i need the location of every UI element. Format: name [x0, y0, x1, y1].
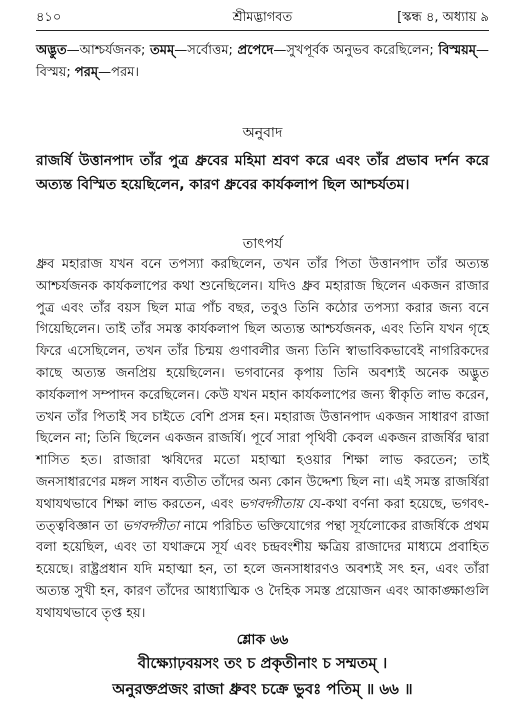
synonym-word: অদ্ভুত — [36, 43, 67, 58]
translation-heading: অনুবাদ — [242, 125, 283, 141]
synonym-meaning: —বিস্ময়; — [36, 43, 490, 80]
synonym-word: তমম্ — [150, 43, 175, 58]
verse-line-2: অনুরক্তপ্রজং রাজা ধ্রুবং চক্রে ভুবঃ পতিম্ ॥ ৬৬ ॥ — [112, 680, 413, 698]
section-reference: [স্কন্ধ ৪, অধ্যায় ৯ — [397, 10, 489, 25]
synonym-meaning: —পরম। — [98, 65, 139, 80]
purport-italic-title: ভগবদ্গীতা — [122, 518, 180, 534]
synonym-word: প্রপেদে — [237, 43, 274, 58]
synonym-word: বিস্ময়ম্ — [438, 43, 477, 58]
synonym-word: পরম্ — [74, 65, 99, 80]
synonym-meaning: —সুখপূর্বক অনুভব করেছিলেন; — [273, 43, 434, 58]
purport-segment: যে-কথা বর্ণনা করা হয়েছে, ভগবৎ-তত্ত্ববিজ্ঞান তা — [36, 496, 489, 534]
verse-number: শ্লোক ৬৬ — [236, 632, 289, 648]
purport-segment: নামে পরিচিত ভক্তিযোগের পন্থা সূর্যলোকের রাজর্ষিকে প্রথম বলা হয়েছিল, এবং তা যথাক্রমে সূর্য এবং চন্দ্রবংশীয় ক্ষত্রিয় রাজাদের মাধ্যমে প্রবাহিত হয়েছে। রাষ্ট্রপ্রধান যদি মহাত্মা হন, তা হলে জনসাধারণও অবশ্যই সৎ হন, এবং তাঁরা অত্যন্ত সুখী হন, কারণ তাঁদের আধ্যাত্মিক ও দৈহিক সমস্ত প্রয়োজন এবং আকাঙ্ক্ষাগুলি যথাযথভাবে তৃপ্ত হয়। — [36, 518, 489, 621]
purport-segment: ধ্রুব মহারাজ যখন বনে তপস্যা করছিলেন, তখন তাঁর পিতা উত্তানপাদ তাঁর অত্যন্ত আশ্চর্যজনক কার্যকলাপের কথা শুনেছিলেন। যদিও ধ্রুব মহারাজ ছিলেন একজন রাজার পুত্র এবং তাঁর বয়স ছিল মাত্র পাঁচ বছর, তবুও তিনি কঠোর তপস্যা করার জন্য বনে গিয়েছিলেন। তাই তাঁর সমস্ত কার্যকলাপ ছিল অত্যন্ত আশ্চর্যজনক, এবং তিনি যখন গৃহে ফিরে এসেছিলেন, তখন তাঁর চিন্ময় গুণাবলীর জন্য তিনি স্বাভাবিকভাবেই নাগরিকদের কাছে অত্যন্ত জনপ্রিয় হয়েছিলেন। ভগবানের কৃপায় তিনি অবশ্যই অনেক অদ্ভুত কার্যকলাপ সম্পাদন করেছিলেন। কেউ যখন মহান কার্যকলাপের জন্য স্বীকৃতি লাভ করেন, তখন তাঁর পিতাই সব চাইতে বেশি প্রসন্ন হন। মহারাজ উত্তানপাদ একজন সাধারণ রাজা ছিলেন না; তিনি ছিলেন একজন রাজর্ষি। পূর্বে সারা পৃথিবী কেবল একজন রাজর্ষির দ্বারা শাসিত হত। রাজারা ঋষিদের মতো মহাত্মা হওয়ার শিক্ষা লাভ করতেন; তাই জনসাধারণের মঙ্গল সাধন ব্যতীত তাঁদের অন্য কোন উদ্দেশ্য ছিল না। এই সমস্ত রাজর্ষিরা যথাযথভাবে শিক্ষা লাভ করতেন, এবং — [36, 257, 489, 512]
purport-text — [36, 254, 489, 625]
purport-italic-title: ভগবদ্গীতায় — [238, 496, 303, 512]
page-number: ৪১০ — [36, 10, 62, 25]
purport-heading: তাৎপর্য — [242, 236, 283, 252]
header-rule — [36, 30, 489, 31]
synonym-meaning: —আশ্চর্যজনক; — [66, 43, 146, 58]
page-header — [36, 8, 489, 28]
verse-line-1: বীক্ষ্যোঢ়বয়সং তং চ প্রকৃতীনাং চ সম্মতম্ । — [137, 654, 388, 672]
synonym-meaning: —সর্বোত্তম; — [174, 43, 233, 58]
book-title: শ্রীমদ্ভাগবত — [232, 10, 293, 25]
translation-text: রাজর্ষি উত্তানপাদ তাঁর পুত্র ধ্রুবের মহিমা শ্রবণ করে এবং তাঁর প্রভাব দর্শন করে অত্যন্ত বিস্মিত হয়েছিলেন, কারণ ধ্রুবের কার্যকলাপ ছিল আশ্চর্যতম। — [36, 153, 489, 193]
synonyms-block — [36, 40, 489, 84]
